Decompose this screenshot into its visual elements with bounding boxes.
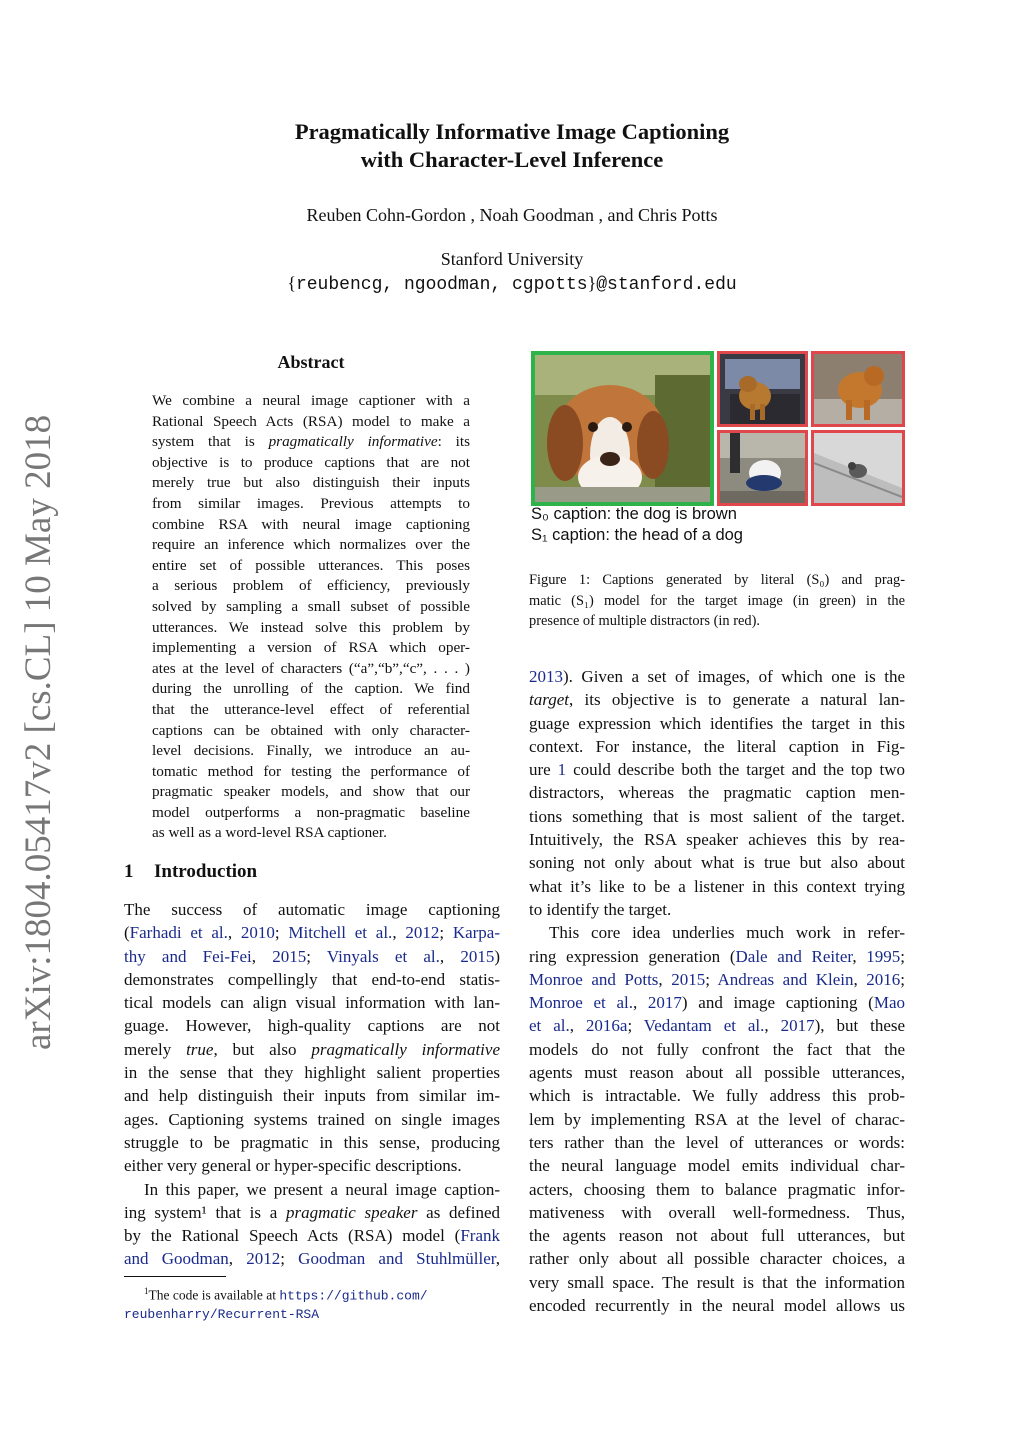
footnote-url[interactable]: https://github.com/: [279, 1288, 428, 1304]
text-line: thy and Fei-Fei, 2015; Vinyals et al., 2015): [124, 946, 500, 966]
footnote-rule: [124, 1276, 226, 1277]
arxiv-identifier-stamp: arXiv:1804.05417v2 [cs.CL] 10 May 2018: [18, 414, 59, 1050]
figure-1-images: [531, 351, 905, 506]
text-line: et al., 2016a; Vedantam et al., 2017), but these: [529, 1016, 905, 1036]
text-line: the neural language model emits individual char-: [529, 1156, 905, 1176]
text-line: merely true but also distinguish their inputs: [152, 474, 470, 492]
text-line: soning not only about what is true but also about: [529, 853, 905, 873]
text-line: presence of multiple distractors (in red).: [529, 613, 760, 630]
text-line: 2013). Given a set of images, of which one is the: [529, 667, 905, 686]
text-line: in the sense that they highlight salient properties: [124, 1063, 500, 1083]
text-line: ages. Captioning systems trained on single images: [124, 1109, 500, 1129]
text-line: require an inference which normalizes over the: [152, 536, 470, 554]
distractor-image-2: [811, 351, 905, 427]
abstract-heading: Abstract: [277, 352, 345, 372]
text-line: Intuitively, the RSA speaker achieves this by rea-: [529, 830, 905, 850]
text-line: ing system¹ that is a pragmatic speaker as defined: [124, 1202, 500, 1222]
text-line: and Goodman, 2012; Goodman and Stuhlmüller,: [124, 1249, 500, 1269]
text-line: implementing a version of RSA which oper-: [152, 639, 470, 657]
text-line: lem by implementing RSA at the level of charac-: [529, 1109, 905, 1129]
text-line: matic (S₁) model for the target image (in green) in the: [529, 592, 905, 609]
text-line: struggle to be pragmatic in this sense, producing: [124, 1132, 500, 1152]
title-line-1: Pragmatically Informative Image Captioning: [294, 119, 730, 144]
text-line: combine RSA with neural image captioning: [152, 515, 470, 533]
section-number: 1: [124, 861, 134, 882]
brown-dog-photo-icon: [814, 354, 902, 424]
text-line: system that is pragmatically informative: its: [152, 433, 470, 451]
text-line: solved by sampling a small subset of possible: [152, 597, 470, 615]
text-line: as well as a word-level RSA captioner.: [152, 824, 387, 842]
title-line-2: with Character-Level Inference: [360, 147, 664, 172]
intro-paragraph-2: [124, 1178, 500, 1271]
section-title: Introduction: [154, 861, 258, 882]
text-line: and help distinguish their inputs from similar im-: [124, 1086, 500, 1106]
text-line: In this paper, we present a neural image caption-: [144, 1179, 500, 1199]
distractor-image-3: [717, 430, 808, 506]
text-line: (Farhadi et al., 2010; Mitchell et al., 2012; Karpa-: [124, 923, 500, 943]
s1-caption: S₁ caption: the head of a dog: [531, 526, 743, 544]
text-line: utterances. We instead solve this problem by: [152, 618, 470, 636]
author-emails: [0, 273, 1024, 295]
s0-caption: S₀ caption: the dog is brown: [531, 505, 737, 523]
text-line: distractors, whereas the pragmatic caption men-: [529, 783, 905, 803]
abstract-body: [152, 391, 470, 844]
paper-title: [0, 118, 1024, 174]
text-line: pragmatic speaker models, and show that our: [152, 783, 470, 801]
text-line: target, its objective is to generate a natural lan-: [529, 690, 905, 710]
text-line: what it’s like to be a listener in this context trying: [529, 876, 905, 896]
text-line: to identify the target.: [529, 899, 672, 919]
text-line: guage. However, high-quality captions are not: [124, 1016, 500, 1036]
text-line: acters, choosing them to balance pragmatic infor-: [529, 1179, 905, 1199]
right-paragraph-2: [529, 921, 905, 1317]
section-heading-introduction: [124, 861, 257, 883]
dog-in-car-photo-icon: [720, 354, 805, 424]
figure-1-caption: [529, 570, 905, 632]
text-line: tical models can align visual information with lan-: [124, 993, 500, 1013]
text-line: either very general or hyper-specific descriptions.: [124, 1156, 462, 1176]
footnote-text: The code is available at: [148, 1287, 276, 1303]
affiliation: Stanford University: [440, 249, 584, 269]
authors: Reuben Cohn-Gordon , Noah Goodman , and Chris Potts: [306, 205, 718, 225]
intro-paragraph-1: [124, 898, 500, 1178]
distractor-image-4: [811, 430, 905, 506]
footnote: [124, 1282, 500, 1324]
text-line: mativeness with overall well-formedness. Thus,: [529, 1202, 905, 1222]
text-line: agents must reason about all possible utterances,: [529, 1063, 905, 1083]
text-line: entire set of possible utterances. This poses: [152, 556, 470, 574]
text-line: encoded recurrently in the neural model allows us: [529, 1296, 905, 1316]
email-usernames: reubencg, ngoodman, cgpotts: [295, 275, 588, 295]
text-line: model outperforms a non-pragmatic baseline: [152, 803, 470, 821]
text-line: objective is to produce captions that are not: [152, 453, 470, 471]
left-column-text: [124, 898, 500, 1271]
right-column-text: [529, 665, 905, 1317]
text-line: guage expression which identifies the target in this: [529, 713, 905, 733]
footnote-marker: 1: [144, 1286, 149, 1296]
text-line: models do not fully confront the fact that the: [529, 1039, 905, 1059]
text-line: We combine a neural image captioner with a: [152, 392, 470, 409]
target-image: [531, 351, 714, 506]
text-line: demonstrates compellingly that end-to-end statis-: [124, 969, 500, 989]
text-line: ring expression generation (Dale and Reiter, 1995;: [529, 946, 905, 966]
footnote-url-continued[interactable]: reubenharry/Recurrent-RSA: [124, 1306, 320, 1322]
text-line: the agents reason not about full utterances, but: [529, 1226, 905, 1246]
text-line: captions can be obtained with only character-: [152, 721, 470, 739]
text-line: rather only about all possible character choices, a: [529, 1249, 905, 1269]
right-paragraph-1: [529, 665, 905, 921]
text-line: level decisions. Finally, we introduce an au-: [152, 742, 470, 760]
email-close-brace: }: [587, 273, 597, 293]
text-line: very small space. The result is that the information: [529, 1272, 905, 1292]
text-line: ters rather than the level of utterances or words:: [529, 1132, 905, 1152]
text-line: tions something that is most salient of the target.: [529, 806, 905, 826]
text-line: which is intractable. We fully address this prob-: [529, 1086, 905, 1106]
text-line: ates at the level of characters (“a”,“b”,“c”, . . . ): [152, 659, 470, 677]
grayscale-dog-photo-icon: [814, 433, 902, 503]
email-domain: @stanford.edu: [596, 275, 737, 295]
text-line: tomatic method for testing the performance of: [152, 762, 470, 780]
text-line: Monroe et al., 2017) and image captioning (Mao: [529, 993, 905, 1013]
white-dog-photo-icon: [720, 433, 805, 503]
text-line: Figure 1: Captions generated by literal (S₀) and prag-: [529, 572, 905, 588]
text-line: by the Rational Speech Acts (RSA) model (Frank: [124, 1226, 500, 1246]
beagle-photo-icon: [535, 355, 710, 502]
text-line: that the utterance-level effect of referential: [152, 700, 470, 718]
distractor-image-1: [717, 351, 808, 427]
text-line: during the unrolling of the caption. We find: [152, 680, 470, 698]
email-open-brace: {: [287, 273, 296, 293]
text-line: merely true, but also pragmatically informative: [124, 1039, 500, 1059]
text-line: a serious problem of efficiency, previously: [152, 577, 470, 595]
text-line: The success of automatic image captioning: [124, 900, 500, 919]
text-line: ure 1 could describe both the target and the top two: [529, 760, 905, 780]
text-line: from similar images. Previous attempts to: [152, 494, 470, 512]
text-line: This core idea underlies much work in refer-: [549, 923, 905, 943]
text-line: Rational Speech Acts (RSA) model to make a: [152, 412, 470, 430]
text-line: context. For instance, the literal caption in Fig-: [529, 736, 905, 756]
text-line: Monroe and Potts, 2015; Andreas and Klein, 2016;: [529, 969, 905, 989]
